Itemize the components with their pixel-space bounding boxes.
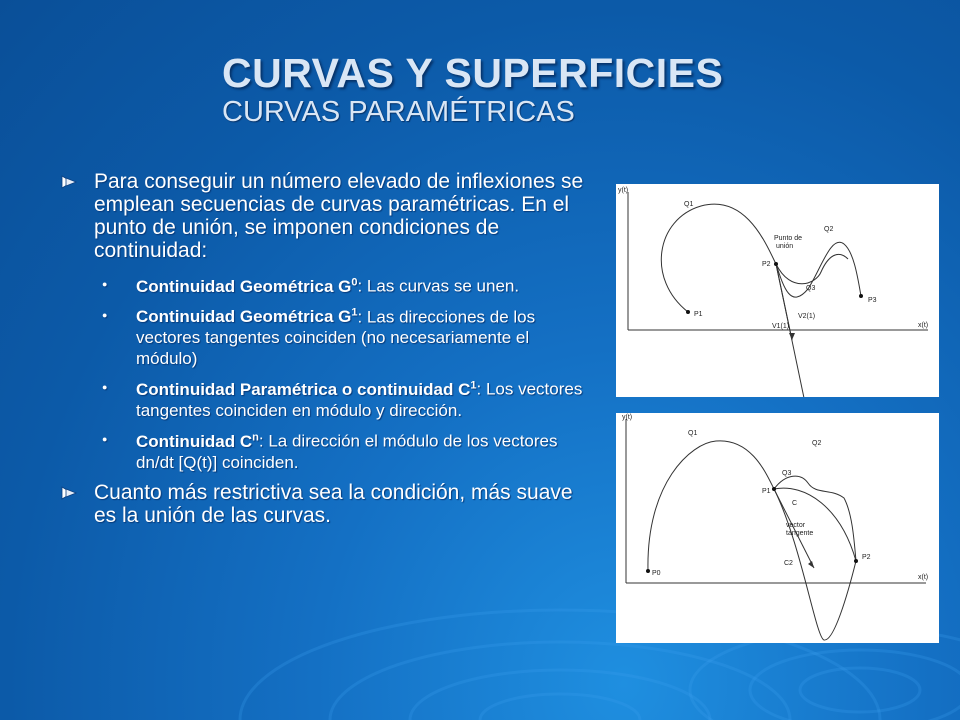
label-tangent-1: vector	[786, 522, 806, 529]
x-axis-label: x(t)	[918, 574, 929, 581]
page-subtitle: CURVAS PARAMÉTRICAS	[222, 96, 575, 128]
label-v2: V2(1)	[798, 313, 816, 320]
point-p2	[774, 262, 778, 266]
sub-bullet-item	[102, 303, 590, 370]
sub-bullet-term: Continuidad Geométrica G	[136, 276, 352, 296]
label-junction-1: Punto de	[774, 235, 803, 242]
x-axis-label: x(t)	[918, 322, 929, 329]
point-p1	[686, 310, 690, 314]
page-title: CURVAS Y SUPERFICIES	[222, 50, 724, 96]
arrow-v2-icon	[789, 333, 795, 340]
dot-bullet-icon: ●	[102, 433, 108, 444]
curve-diagram-g1	[616, 184, 939, 397]
y-axis-label: y(t)	[618, 187, 629, 194]
sub-bullet-item	[102, 375, 590, 421]
label-q2: Q2	[812, 440, 822, 447]
sub-bullet-term: Continuidad C	[136, 431, 253, 451]
label-p3: P3	[868, 297, 877, 304]
sub-bullet-desc: : Las direcciones de los vectores tangentes coinciden (no necesariamente el módulo)	[136, 307, 536, 369]
curve-q1	[661, 204, 776, 312]
point-p1	[772, 487, 776, 491]
sub-bullet-sup: 0	[351, 276, 358, 288]
point-p0	[646, 569, 650, 573]
sub-bullet-sup: 1	[470, 379, 477, 392]
curve-q1	[648, 441, 774, 571]
dot-bullet-icon: ●	[102, 382, 108, 393]
arrow-bullet-icon	[60, 170, 94, 262]
dot-bullet-icon: ●	[102, 279, 108, 289]
sub-bullet-sup: n	[252, 430, 259, 443]
sub-bullet-desc: : Los vectores tangentes coinciden en módulo y dirección.	[136, 379, 583, 420]
arrow-tangent-icon	[808, 561, 814, 568]
sub-bullet-item	[102, 272, 590, 297]
label-q2: Q2	[824, 226, 834, 233]
curve-q2	[776, 242, 861, 297]
label-c2: C2	[784, 560, 793, 567]
label-junction-2: unión	[776, 243, 794, 250]
arrow-bullet-icon	[60, 481, 94, 527]
sub-bullet-desc: : La dirección el módulo de los vectores dn/dt [Q(t)] coinciden.	[136, 431, 558, 472]
y-axis-label: y(t)	[622, 414, 633, 421]
bullet-item	[60, 481, 590, 527]
sub-bullet-desc: : Las curvas se unen.	[357, 276, 520, 296]
sub-bullet-term: Continuidad Paramétrica o continuidad C	[136, 379, 471, 399]
dot-bullet-icon: ●	[102, 309, 108, 320]
label-q3: Q3	[806, 285, 816, 292]
curve-diagram-svg	[616, 413, 939, 643]
label-p2: P2	[862, 554, 871, 561]
bullet-text: Cuanto más restrictiva sea la condición, más suave es la unión de las curvas.	[94, 480, 573, 527]
label-q1: Q1	[688, 430, 698, 437]
label-v1: V1(1)	[772, 323, 790, 330]
point-p2	[854, 559, 858, 563]
label-q3: Q3	[782, 470, 792, 477]
sub-bullet-sup: 1	[351, 306, 358, 319]
bullet-text: Para conseguir un número elevado de inflexiones se emplean secuencias de curvas paramétricas. En el punto de unión, se imponen condiciones de continuidad:	[94, 170, 584, 262]
slide-title	[222, 50, 723, 128]
label-c: C	[792, 500, 798, 507]
point-p3	[859, 294, 863, 298]
label-tangent-2: tangente	[786, 530, 814, 537]
label-p2: P2	[762, 261, 771, 268]
bullet-item	[60, 170, 590, 262]
curve-diagram-svg	[616, 184, 939, 397]
label-p1: P1	[694, 311, 703, 318]
label-q1: Q1	[684, 201, 694, 208]
slide-content	[60, 170, 590, 537]
sub-bullet-item	[102, 427, 590, 473]
label-p0: P0	[652, 570, 661, 577]
curve-q3	[776, 254, 848, 283]
curve-diagram-c1	[616, 413, 939, 643]
label-p1: P1	[762, 488, 771, 495]
sub-bullet-term: Continuidad Geométrica G	[136, 307, 352, 327]
